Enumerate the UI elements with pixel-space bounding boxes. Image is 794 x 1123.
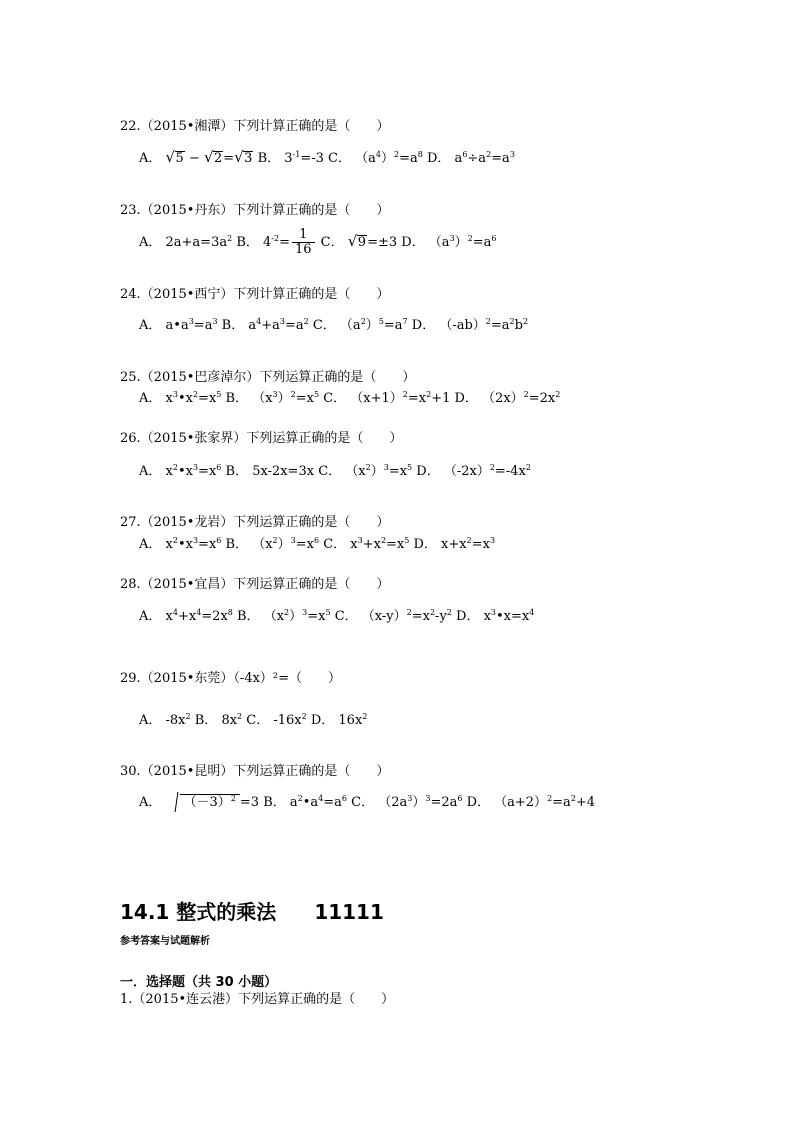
answer-section-title: [120, 896, 384, 925]
question-27-options: A． $x^2•x^3=x^6$ B． $(x^2)^3=x^6$ C． $x^3+x^2=x^5$ D． $x+x^2=x^3$: [139, 536, 496, 552]
sqrt-3: √ 3: [234, 151, 253, 167]
question-24-stem: 24.（2015•西宁）下列计算正确的是（ ）: [120, 287, 390, 302]
question-26-options: A． $x^2•x^3=x^6$ B． 5x-2x=3x C． $(x^2)^3=x^5$ D． $(-2x)^2=-4x^2$: [139, 463, 531, 479]
question-23-stem: 23.（2015•丹东）下列计算正确的是（ ）: [120, 203, 390, 218]
sqrt-neg3-squared: $(-3)^2$: [166, 794, 240, 811]
question-28-stem: 28.（2015•宜昌）下列运算正确的是（ ）: [120, 577, 390, 592]
question-1-stem: 1.（2015•连云港）下列运算正确的是（ ）: [120, 992, 395, 1007]
sqrt-5: √ 5: [166, 151, 185, 167]
fraction-1-16: $\frac{1}{16}$: [292, 228, 315, 257]
heading-code: 11111: [314, 900, 384, 924]
question-23-options: A． $2a+a=3a^2$ B． $4^{-2}=$ $\frac{1}{16}$ C． √ 9=±3 D． $(a^3)^2=a^6$: [139, 228, 497, 257]
question-22-stem: 22.（2015•湘潭）下列计算正确的是（ ）: [120, 119, 390, 134]
sqrt-9: √ 9: [348, 235, 367, 251]
sqrt-2: √ 2: [204, 151, 223, 167]
question-22-options: A． √ 5 − √ 2=√ 3 B． $3^{-1}=-3$ C． $(a^4)^2=a^8$ D． $a^6\div a^2=a^3$: [139, 151, 515, 167]
question-27-stem: 27.（2015•龙岩）下列运算正确的是（ ）: [120, 515, 390, 530]
question-24-options: A． $a•a^3=a^3$ B． $a^4+a^3=a^2$ C． $(a^2)^5=a^7$ D． $(-ab)^2=a^2b^2$: [139, 317, 529, 333]
question-30-options: A． $(-3)^2 =3$ B． $a^2•a^4=a^6$ C． $(2a^3)^3=2a^6$ D． $(a+2)^2=a^2+4$: [139, 794, 596, 810]
question-25-stem: 25.（2015•巴彦淖尔）下列运算正确的是（ ）: [120, 370, 416, 385]
question-25-options: A． $x^3•x^2=x^5$ B． $(x^3)^2=x^5$ C． $(x+1)^2=x^2+1$ D． $(2x)^2=2x^2$: [139, 390, 561, 406]
question-29-options: A． $-8x^2$ B． $8x^2$ C． $-16x^2$ D． $16x^2$: [139, 712, 368, 728]
question-28-options: A． $x^4+x^4=2x^8$ B． $(x^2)^3=x^5$ C． $(x-y)^2=x^2-y^2$ D． $x^3•x=x^4$: [139, 608, 535, 624]
question-30-stem: 30.（2015•昆明）下列运算正确的是（ ）: [120, 764, 390, 779]
question-26-stem: 26.（2015•张家界）下列运算正确的是（ ）: [120, 431, 403, 446]
question-29-stem: 29.（2015•东莞）（-4x）²=（ ）: [120, 671, 342, 686]
answer-subtitle: 参考答案与试题解析: [120, 936, 210, 947]
heading-title: 14.1 整式的乘法: [120, 900, 277, 924]
section-heading: 一．选择题（共 30 小题）: [120, 975, 278, 990]
